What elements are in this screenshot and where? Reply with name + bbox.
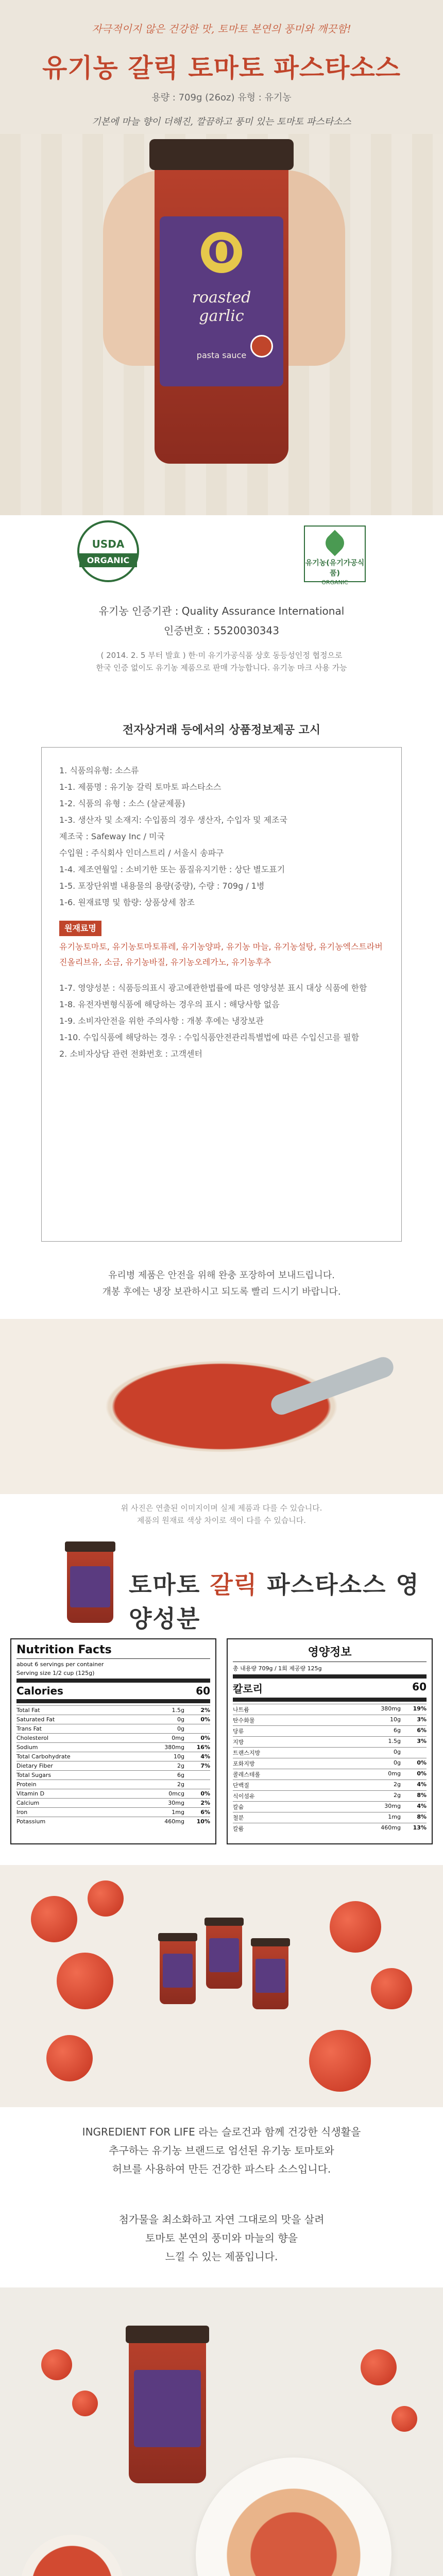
nutrient-amount: 0g	[394, 1749, 401, 1755]
nutrient-percent: 16%	[196, 1744, 210, 1751]
sauce-photo	[0, 1319, 443, 1494]
nutrient-name: Total Carbohydrate	[16, 1753, 71, 1760]
nutrient-percent: 19%	[413, 1705, 427, 1712]
photo-disclaimer-line-2: 제품의 원재료 색상 차이로 색이 다를 수 있습니다.	[137, 1516, 306, 1525]
nutrient-name: Total Fat	[16, 1707, 40, 1714]
product-title: 유기농 갈릭 토마토 파스타소스	[42, 53, 401, 83]
facts-calories-kr	[233, 1681, 427, 1696]
usda-organic-logo	[77, 520, 139, 582]
nutrient-amount: 10g	[390, 1716, 401, 1723]
organic-seal-icon	[250, 335, 273, 358]
pasta-photo	[0, 2287, 443, 2576]
jar-lid	[149, 139, 294, 170]
shipping-notice-line-1: 유리병 제품은 안전을 위해 완충 포장하여 보내드립니다.	[108, 1270, 335, 1281]
nutrient-row	[16, 1761, 210, 1770]
nutrient-row	[233, 1790, 427, 1801]
calories-label-kr: 칼로리	[233, 1683, 263, 1695]
nutrient-amount: 2g	[394, 1792, 401, 1799]
nutrient-row	[233, 1801, 427, 1812]
nutrient-row	[233, 1715, 427, 1725]
brand-logo: O	[201, 232, 242, 273]
certification-section	[0, 520, 443, 701]
brand-copy-line-1: INGREDIENT FOR LIFE 라는 슬로건과 함께 건강한 식생활을	[82, 2126, 361, 2138]
nutrient-name: Calcium	[16, 1800, 40, 1806]
nutrient-row	[16, 1742, 210, 1752]
nutrient-row	[233, 1704, 427, 1715]
nutrient-row	[16, 1798, 210, 1807]
leaf-icon	[322, 530, 348, 556]
nutrient-row	[233, 1725, 427, 1736]
photo-disclaimer	[0, 1502, 443, 1527]
nutrient-percent	[184, 1725, 210, 1732]
nutrient-name: 단백질	[233, 1782, 249, 1789]
hero-tagline: 자극적이지 않은 건강한 맛, 토마토 본연의 풍미와 깨끗함!	[92, 23, 351, 35]
nutrition-heading-post: 파스타소스 영양성분	[129, 1571, 420, 1633]
nutrient-name: 식이섬유	[233, 1793, 255, 1800]
legal-line: 1-10. 수입식품에 해당하는 경우 : 수입식품안전관리특별법에 따른 수입신고를 필함	[59, 1032, 360, 1042]
nutrient-row	[16, 1807, 210, 1817]
legal-line: 제조국 : Safeway Inc / 미국	[59, 832, 165, 841]
nutrient-amount: 0mcg	[168, 1790, 184, 1797]
jar-label	[160, 216, 283, 386]
jar-label-line-2: garlic	[199, 307, 244, 325]
nutrient-percent: 2%	[200, 1800, 210, 1806]
legal-line: 수입원 : 주식회사 인더스트리 / 서울시 송파구	[59, 848, 224, 858]
facts-servings: about 6 servings per container	[16, 1661, 104, 1668]
nutrient-amount: 30mg	[384, 1803, 401, 1809]
facts-title: Nutrition Facts	[16, 1643, 210, 1659]
brand-copy-line-5: 토마토 본연의 풍미와 마늘의 향을	[145, 2232, 298, 2244]
legal-line: 1-7. 영양성분 : 식품등의표시 광고에관한법률에 따른 영양성분 표시 대상 식품에 한함	[59, 983, 367, 993]
nutrient-name: 포화지방	[233, 1760, 255, 1767]
nutrient-amount: 0mg	[172, 1735, 184, 1741]
brand-copy-line-6: 느낄 수 있는 제품입니다.	[165, 2250, 278, 2263]
legal-line: 1-9. 소비자안전을 위한 주의사항 : 개봉 후에는 냉장보관	[59, 1016, 264, 1026]
nutrient-name: 칼륨	[233, 1825, 244, 1832]
nutrient-amount: 0g	[177, 1716, 184, 1723]
nutrient-name: Saturated Fat	[16, 1716, 55, 1723]
product-jar-image	[155, 155, 288, 464]
nutrient-percent: 2%	[200, 1707, 210, 1714]
nutrient-name: Total Sugars	[16, 1772, 52, 1778]
brand-copy-line-4: 첨가물을 최소화하고 자연 그대로의 맛을 살려	[118, 2213, 325, 2226]
legal-line: 1-1. 제품명 : 유기농 갈릭 토마토 파스타소스	[59, 782, 222, 792]
brand-copy-2	[0, 2210, 443, 2266]
facts-calories	[16, 1685, 210, 1697]
nutrient-percent: 4%	[200, 1753, 210, 1760]
nutrient-percent: 0%	[200, 1735, 210, 1741]
nutrient-amount: 1mg	[388, 1814, 401, 1820]
spoon-image	[268, 1354, 397, 1417]
nutrient-amount: 460mg	[164, 1818, 184, 1825]
nutrient-percent	[401, 1749, 427, 1757]
nutrient-amount: 0g	[177, 1725, 184, 1732]
nutrient-percent: 0%	[417, 1770, 427, 1777]
korea-mark-text: 유기농(유기가공식품)	[305, 559, 365, 578]
legal-line: 1-8. 유전자변형식품에 해당하는 경우의 표시 : 해당사항 없음	[59, 999, 280, 1009]
nutrient-percent: 8%	[417, 1792, 427, 1799]
nutrient-row	[233, 1758, 427, 1769]
nutrient-name: 나트륨	[233, 1706, 249, 1713]
usda-text: USDA	[92, 538, 125, 550]
shipping-notice-line-2: 개봉 후에는 냉장 보관하시고 되도록 빨리 드시기 바랍니다.	[102, 1286, 341, 1297]
nutrient-row	[233, 1812, 427, 1823]
nutrient-row	[233, 1780, 427, 1790]
sauce-bowl-image	[21, 2535, 124, 2576]
jar-label-line-1: roasted	[192, 289, 251, 307]
nutrient-amount: 380mg	[164, 1744, 184, 1751]
nutrient-name: Trans Fat	[16, 1725, 42, 1732]
nutrient-percent: 4%	[417, 1803, 427, 1809]
brand-copy	[0, 2123, 443, 2178]
nutrient-name: 탄수화물	[233, 1717, 255, 1724]
facts-rows	[16, 1705, 210, 1826]
nutrient-amount: 380mg	[381, 1705, 401, 1712]
nutrient-amount: 1.5g	[388, 1738, 401, 1744]
nutrient-amount: 10g	[174, 1753, 184, 1760]
legal-line: 1-2. 식품의 유형 : 소스 (살균제품)	[59, 799, 185, 808]
nutrient-row	[16, 1715, 210, 1724]
nutrient-amount: 1mg	[172, 1809, 184, 1816]
cert-number-text: 인증번호 : 5520030343	[164, 624, 279, 637]
nutrient-percent: 4%	[417, 1781, 427, 1788]
nutrient-amount: 6g	[394, 1727, 401, 1734]
nutrition-heading-pre: 토마토	[129, 1571, 201, 1599]
nutrient-name: 지방	[233, 1739, 244, 1745]
nutrient-name: Vitamin D	[16, 1790, 45, 1797]
nutrient-row	[16, 1724, 210, 1733]
nutrient-amount: 1.5g	[172, 1707, 184, 1714]
nutrient-row	[16, 1780, 210, 1789]
product-subtitle: 용량 : 709g (26oz) 유형 : 유기농	[151, 92, 292, 103]
nutrient-name: Protein	[16, 1781, 37, 1788]
nutrient-amount: 6g	[177, 1772, 184, 1778]
nutrient-name: Potassium	[16, 1818, 46, 1825]
nutrient-percent: 8%	[417, 1814, 427, 1820]
nutrient-name: 칼슘	[233, 1804, 244, 1810]
usda-organic-text: ORGANIC	[79, 553, 137, 567]
calories-value-kr: 60	[412, 1681, 427, 1693]
legal-line: 1-3. 생산자 및 소재지: 수입품의 경우 생산자, 수입자 및 제조국	[59, 815, 287, 825]
nutrition-facts-english	[10, 1638, 216, 1844]
small-jar-image	[67, 1546, 113, 1623]
hero-section	[0, 0, 443, 515]
ingredients-heading: 원재료명	[59, 921, 101, 936]
nutrient-percent: 13%	[413, 1824, 427, 1831]
nutrient-row	[233, 1823, 427, 1834]
cert-note-line-1: ( 2014. 2. 5 부터 발효 ) 한·미 유기가공식품 상호 동등성인정 협정으로	[100, 651, 343, 660]
nutrient-amount: 460mg	[381, 1824, 401, 1831]
cert-note-line-2: 한국 인증 없이도 유기농 제품으로 판매 가능합니다. 유기농 마크 사용 가능	[96, 663, 347, 672]
nutrient-row	[233, 1769, 427, 1780]
ingredients-text: 유기농토마토, 유기농토마토퓨레, 유기농양파, 유기농 마늘, 유기농설탕, 유기농엑스트라버진올리브유, 소금, 유기농바질, 유기농오레가노, 유기농후추	[59, 942, 383, 967]
nutrient-percent: 10%	[196, 1818, 210, 1825]
nutrient-percent: 3%	[417, 1738, 427, 1744]
nutrient-name: 철분	[233, 1815, 244, 1821]
nutrition-facts-korean	[227, 1638, 433, 1844]
calories-value: 60	[196, 1685, 210, 1697]
facts-serving-kr: 총 내용량 709g / 1회 제공량 125g	[233, 1665, 322, 1672]
calories-label: Calories	[16, 1685, 63, 1697]
legal-notice-title: 전자상거래 등에서의 상품정보제공 고시	[122, 724, 321, 737]
jar-label-text	[160, 289, 283, 326]
legal-notice-box	[41, 747, 402, 1242]
nutrient-amount: 0g	[394, 1759, 401, 1766]
nutrition-header	[0, 1546, 443, 1633]
nutrition-heading-accent: 갈릭	[210, 1571, 258, 1599]
nutrient-name: 콜레스테롤	[233, 1771, 261, 1778]
nutrient-amount: 2g	[394, 1781, 401, 1788]
nutrient-amount: 2g	[177, 1781, 184, 1788]
photo-disclaimer-line-1: 위 사진은 연출된 이미지이며 실제 제품과 다를 수 있습니다.	[121, 1503, 322, 1513]
nutrient-name: Cholesterol	[16, 1735, 49, 1741]
nutrient-percent: 7%	[200, 1762, 210, 1769]
nutrient-name: Sodium	[16, 1744, 38, 1751]
nutrient-name: Dietary Fiber	[16, 1762, 53, 1769]
nutrient-percent: 0%	[200, 1790, 210, 1797]
nutrient-percent	[184, 1772, 210, 1778]
nutrient-percent: 6%	[200, 1809, 210, 1816]
nutrient-row	[16, 1752, 210, 1761]
facts-serving-size: Serving size 1/2 cup (125g)	[16, 1670, 95, 1676]
legal-lines-2	[59, 980, 384, 1062]
nutrient-amount: 0mg	[388, 1770, 401, 1777]
legal-line: 1-5. 포장단위별 내용물의 용량(중량), 수량 : 709g / 1병	[59, 881, 265, 891]
brand-copy-line-3: 허브를 사용하여 만든 건강한 파스타 소스입니다.	[112, 2163, 331, 2175]
nutrient-row	[16, 1789, 210, 1798]
nutrient-percent: 6%	[417, 1727, 427, 1734]
facts-rows-kr	[233, 1704, 427, 1834]
facts-title-kr: 영양정보	[233, 1643, 427, 1662]
korea-mark-subtext: ORGANIC	[321, 579, 348, 586]
nutrient-amount: 2g	[177, 1762, 184, 1769]
nutrient-percent	[184, 1781, 210, 1788]
cert-note	[0, 649, 443, 674]
nutrient-row	[16, 1705, 210, 1715]
legal-lines	[59, 763, 384, 910]
nutrient-row	[16, 1817, 210, 1826]
jar-label-subtext: pasta sauce	[196, 350, 247, 360]
nutrition-heading	[129, 1566, 443, 1634]
nutrient-name: 트랜스지방	[233, 1750, 261, 1756]
nutrient-percent: 0%	[417, 1759, 427, 1766]
legal-line: 1. 식품의유형: 소스류	[59, 766, 139, 775]
nutrient-name: 당류	[233, 1728, 244, 1735]
nutrient-row	[233, 1747, 427, 1758]
nutrient-row	[16, 1770, 210, 1780]
legal-line: 2. 소비자상담 관련 전화번호 : 고객센터	[59, 1049, 202, 1059]
legal-line: 1-6. 원재료명 및 함량: 상품상세 참조	[59, 897, 195, 907]
tomatoes-photo	[0, 1865, 443, 2107]
jar-image	[129, 2334, 206, 2483]
nutrient-percent: 0%	[200, 1716, 210, 1723]
nutrient-percent: 3%	[417, 1716, 427, 1723]
shipping-notice	[0, 1267, 443, 1300]
nutrient-row	[233, 1736, 427, 1747]
nutrient-name: Iron	[16, 1809, 28, 1816]
brand-copy-line-2: 추구하는 유기농 브랜드로 엄선된 유기농 토마토와	[109, 2144, 334, 2157]
korea-organic-mark	[304, 526, 366, 586]
nutrient-row	[16, 1733, 210, 1742]
nutrient-amount: 30mg	[168, 1800, 184, 1806]
product-description: 기본에 마늘 향이 더해진, 깔끔하고 풍미 있는 토마토 파스타소스	[92, 116, 351, 127]
legal-line: 1-4. 제조연월일 : 소비기한 또는 품질유지기한 : 상단 별도표기	[59, 865, 285, 874]
certifier-text: 유기농 인증기관 : Quality Assurance International	[98, 605, 345, 617]
